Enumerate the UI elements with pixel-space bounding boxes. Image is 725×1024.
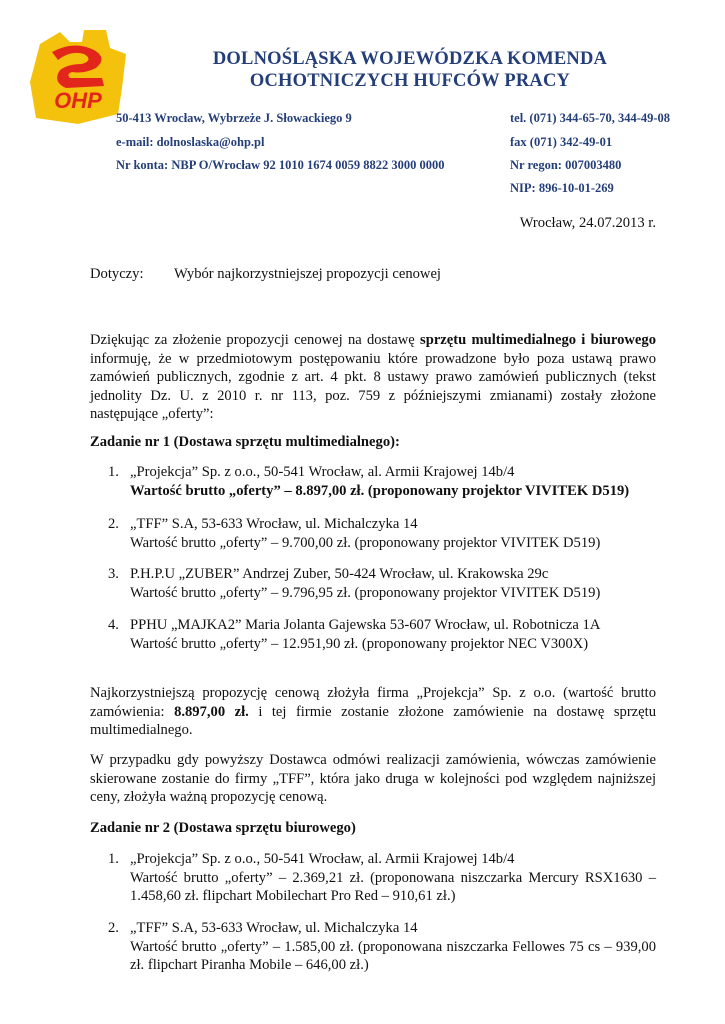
subject-text: Wybór najkorzystniejszej propozycji cenowej (174, 266, 441, 282)
offer-value: Wartość brutto „oferty” – 9.796,95 zł. (proponowany projektor VIVITEK D519) (130, 584, 601, 601)
best-offer-paragraph (90, 684, 656, 740)
intro-bold: sprzętu multimedialnego i biurowego (420, 332, 657, 348)
item-number: 3. (108, 566, 119, 582)
offer-company: „Projekcja” Sp. z o.o., 50-541 Wrocław, al. Armii Krajowej 14b/4 (130, 851, 515, 867)
org-title-line1: DOLNOŚLĄSKA WOJEWÓDZKA KOMENDA (212, 49, 608, 69)
best-text-1: Najkorzystniejszą propozycję cenową złożyła firma „Projekcja” Sp. z o.o. (wartość brutto zamówienia: (90, 685, 656, 720)
telephone: tel. (071) 344-65-70, 344-49-08 (510, 111, 671, 125)
item-number: 2. (108, 516, 119, 532)
subject-label: Dotyczy: (90, 266, 144, 282)
task1-heading: Zadanie nr 1 (Dostawa sprzętu multimedialnego): (90, 434, 400, 450)
offer-company: PPHU „MAJKA2” Maria Jolanta Gajewska 53-607 Wrocław, ul. Robotnicza 1A (130, 617, 601, 633)
offer-value: Wartość brutto „oferty” – 8.897,00 zł. (proponowany projektor VIVITEK D519) (130, 482, 630, 499)
offer-company: „TFF” S.A, 53-633 Wrocław, ul. Michalczyka 14 (130, 516, 418, 532)
fallback-paragraph: W przypadku gdy powyższy Dostawca odmówi realizacji zamówienia, wówczas zamówienie skierowane zostanie do firmy „TFF”, która jako druga w kolejności pod względem najniższej ceny, złożyła ważną propozycję cenową. (90, 752, 656, 806)
best-text-2: i tej firmie zostanie złożone zamówienie na dostawę sprzętu multimedialnego. (90, 703, 656, 739)
org-title (150, 48, 670, 92)
item-number: 2. (108, 920, 119, 936)
intro-paragraph (90, 331, 656, 424)
intro-text-2: informuję, że w przedmiotowym postępowaniu które prowadzone było poza ustawą prawo zamówień publicznych, zgodnie z art. 4 pkt. 8 ustawy prawo zamówień publicznych (tekst jednolity Dz. U. z 2010 r. nr 113, poz. 759 z późniejszymi zmianami) zostały złożone następujące „oferty”: (90, 350, 656, 423)
logo-text: OHP (54, 88, 102, 113)
letter-date: Wrocław, 24.07.2013 r. (519, 215, 656, 231)
offer-value: Wartość brutto „oferty” – 9.700,00 zł. (proponowany projektor VIVITEK D519) (130, 534, 601, 551)
offer-value: Wartość brutto „oferty” – 12.951,90 zł. (proponowany projektor NEC V300X) (130, 635, 589, 652)
offer-company: „TFF” S.A, 53-633 Wrocław, ul. Michalczyka 14 (130, 920, 418, 936)
fax: fax (071) 342-49-01 (510, 135, 613, 149)
subject (90, 265, 656, 284)
bank-account: Nr konta: NBP O/Wrocław 92 1010 1674 0059 8822 3000 0000 (116, 158, 445, 172)
offer-company: P.H.P.U „ZUBER” Andrzej Zuber, 50-424 Wrocław, ul. Krakowska 29c (130, 566, 549, 582)
email: e-mail: dolnoslaska@ohp.pl (116, 135, 265, 149)
offer-company: „Projekcja” Sp. z o.o., 50-541 Wrocław, al. Armii Krajowej 14b/4 (130, 464, 515, 480)
nip: NIP: 896-10-01-269 (510, 181, 614, 195)
org-title-line2: OCHOTNICZYCH HUFCÓW PRACY (249, 71, 571, 91)
offer-value: Wartość brutto „oferty” – 1.585,00 zł. (proponowana niszczarka Fellowes 75 cs – 939,00 zł. flipchart Piranha Mobile – 646,00 zł.) (130, 938, 656, 974)
regon: Nr regon: 007003480 (510, 158, 622, 172)
best-value: 8.897,00 zł. (174, 703, 249, 720)
item-number: 1. (108, 464, 119, 480)
task2-heading: Zadanie nr 2 (Dostawa sprzętu biurowego) (90, 820, 356, 836)
address: 50-413 Wrocław, Wybrzeże J. Słowackiego 9 (116, 111, 352, 125)
item-number: 4. (108, 617, 119, 633)
item-number: 1. (108, 851, 119, 867)
offer-value: Wartość brutto „oferty” – 2.369,21 zł. (proponowana niszczarka Mercury RSX1630 – 1.458,60 zł. flipchart Mobilechart Pro Red – 910,61 zł.) (130, 869, 656, 905)
intro-text-1: Dziękując za złożenie propozycji cenowej na dostawę (90, 332, 421, 348)
